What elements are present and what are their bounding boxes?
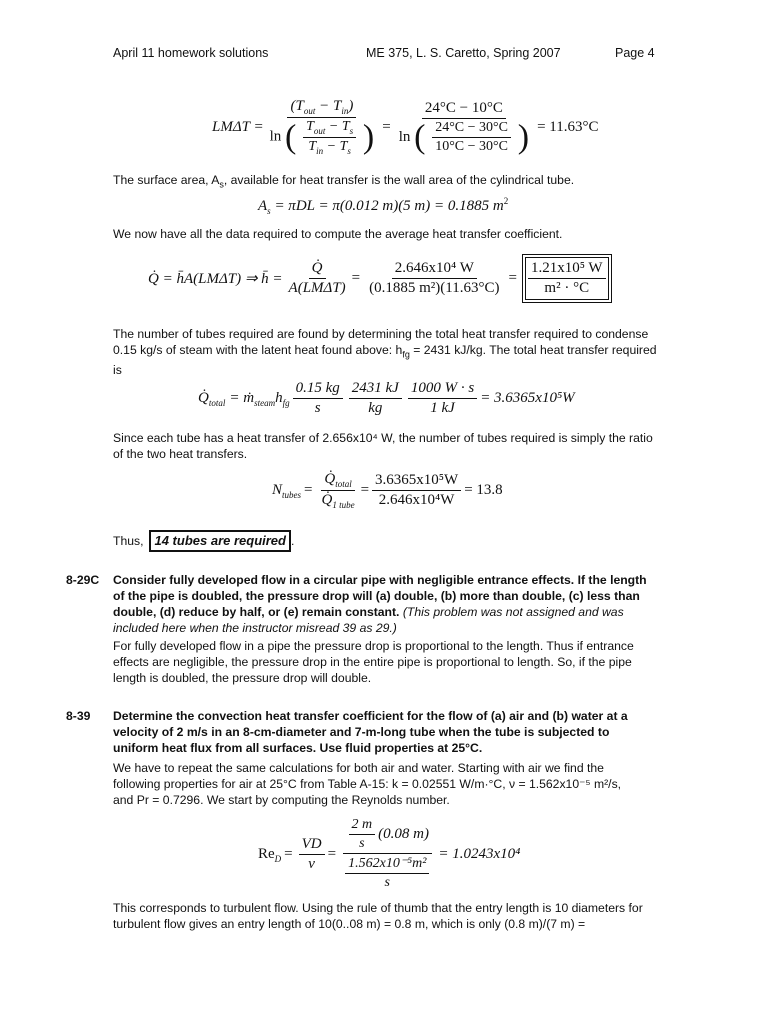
problem-number-829c: 8-29C — [66, 573, 100, 587]
equation-area: $A_s = \pi DL = \pi(0.012$ m)(5 m) = 0.1885 $m^2$ — [258, 196, 509, 216]
problem-829c-statement: Consider fully developed flow in a circular pipe with negligible entrance effects. If the length of the pipe is doubled, the pressure drop will (a) double, (b) more than double, (c) less than double, (d) reduce by half, or (e) remain constant. (This problem was not assigned and was included here when the instructor misread 39 as 29.) — [113, 573, 647, 635]
lmtd-numeric-fraction: 24°C − 10°C ln ( $\frac{24^\circ C - 30^\circ C}{10^\circ C - 30^\circ C}$ ) — [398, 99, 530, 155]
problem-839-statement: Determine the convection heat transfer coefficient for the flow of (a) air and (b) water at a velocity of 2 m/s in an 8-cm-diameter and 7-m-long tube when the tube is subjected to uniform heat flux from all surfaces. Use fluid properties at 25°C. — [113, 709, 628, 755]
equation-total-heat: Q̇ $_{total}$ = ṁ $_{steam}$ h $_{fg}$ $\frac{0.15 kg}{s}$ $\frac{2431 kJ}{kg}$ $\frac{1000 W \cdot s}{1 kJ}$ = 3.6365x10⁵W — [198, 379, 575, 416]
header-right: Page 4 — [615, 46, 655, 60]
equation-lmtd: LMΔT = $(T_{out} - T_{in})$ ln ( $\frac{T_{out} - T_s}{T_{in} - T_s}$ ) = 24°C − 10°C ln ( $\frac{24^\circ C - 30^\circ C}{10^\circ C - 30^\circ C}$ ) = 11.63°C — [212, 98, 599, 156]
equation-number-tubes: N $_{tubes}$ = $\frac{Q̇_{total}}{Q̇_{1 tube}}$ = $\frac{\text{3.6365x10⁵W}}{\text{2.646x10⁴W}}$ = 13.8 — [272, 470, 503, 510]
lmtd-symbolic-fraction: $(T_{out} - T_{in})$ ln ( $\frac{T_{out} - T_s}{T_{in} - T_s}$ ) — [269, 98, 375, 156]
tubes-required-box: 14 tubes are required — [149, 530, 291, 552]
paragraph-number-of-tubes: The number of tubes required are found by determining the total heat transfer required to condense 0.15 kg/s of steam with the latent heat found above: $h_{fg} = 2431$ kJ/kg. The total heat transfer required is — [113, 327, 657, 378]
reynolds-main-fraction: $\frac{2 m}{s}$ (0.08 m) $\frac{\text{1.562x10⁻⁵m²}}{s}$ — [339, 817, 435, 891]
equation-heat-transfer-coefficient: Q̇ = h̄A(LMΔT) ⇒ h̄ = $\frac{Q̇}{\text{A(LMΔT)}}$ = $\frac{\text{2.646x10⁴ W}}{\text{(0.1885 m²)(11.63°C)}}$ = $\frac{\text{1.21x10⁵ W}}{\text{m² · °C}}$ — [148, 250, 612, 306]
paragraph-all-data: We now have all the data required to compute the average heat transfer coefficient. — [113, 227, 563, 241]
paragraph-turbulent-flow: This corresponds to turbulent flow. Using the rule of thumb that the entry length is 10 diameters for turbulent flow gives an entry length of 10(0..08 m) = 0.8 m, which is only (0.8 m)/(7 m) = — [113, 901, 643, 931]
lmtd-lhs: LMΔT = — [212, 118, 264, 135]
lmtd-result: = 11.63°C — [537, 118, 599, 135]
problem-number-839: 8-39 — [66, 709, 91, 723]
problem-829c-answer: For fully developed flow in a pipe the pressure drop is proportional to the length. Thus if entrance effects are negligible, the pressure drop in the entire pipe is proportional to length. So, if the pipe length is doubled, the pressure drop will double. — [113, 639, 634, 685]
header-left: April 11 homework solutions — [113, 46, 269, 60]
paragraph-each-tube: Since each tube has a heat transfer of 2.656x10⁴ W, the number of tubes required is simply the ratio of the two heat transfers. — [113, 431, 653, 461]
conclusion-tubes: Thus, 14 tubes are required . — [113, 530, 294, 552]
problem-839-answer: We have to repeat the same calculations for both air and water. Starting with air we find the following properties for air at 25°C from Table A-15: k = 0.02551 W/m·°C, ν = 1.562x10⁻⁵ m²/s, and Pr = 0.7296. We start by computing the Reynolds number. — [113, 761, 622, 807]
h-result-box: $\frac{\text{1.21x10⁵ W}}{\text{m² · °C}}$ — [525, 257, 609, 300]
header-center: ME 375, L. S. Caretto, Spring 2007 — [366, 46, 561, 60]
paragraph-surface-area: The surface area, $A_s$, available for heat transfer is the wall area of the cylindrical tube. — [113, 173, 575, 190]
equation-reynolds: Re $_D$ = $\frac{VD}{\nu}$ = $\frac{2 m}{s}$ (0.08 m) $\frac{\text{1.562x10⁻⁵m²}}{s}$ = 1.0243x10⁴ — [258, 817, 521, 890]
